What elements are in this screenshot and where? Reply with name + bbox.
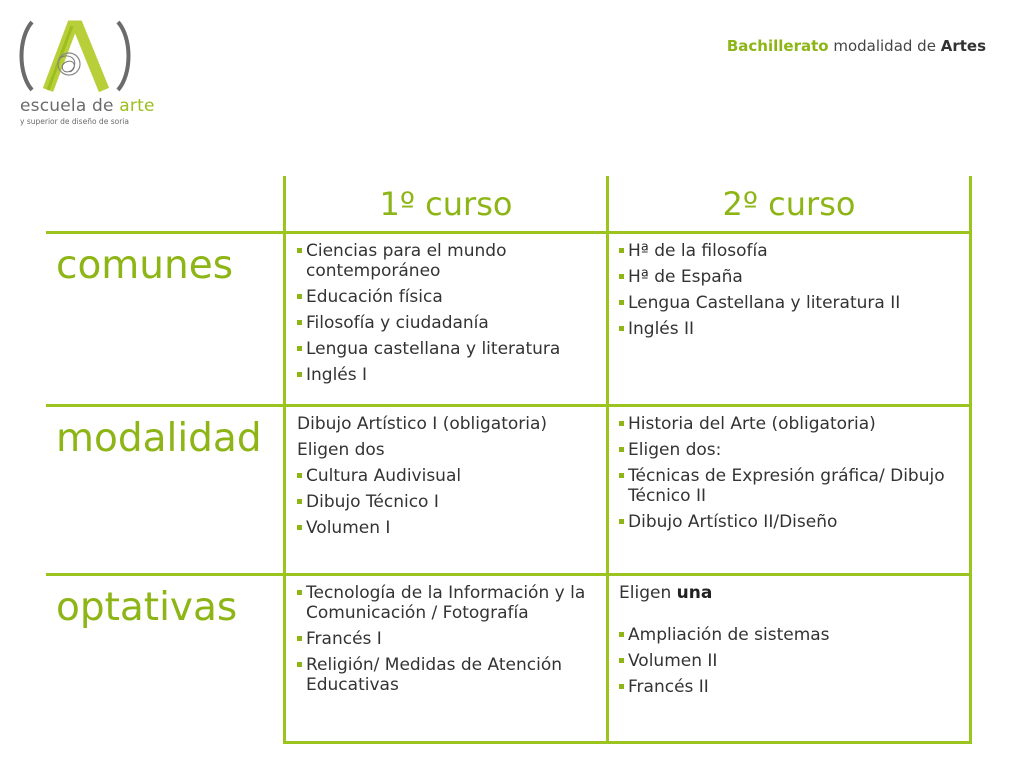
row-label-optativas: optativas <box>56 585 238 630</box>
plain-text: Eligen dos <box>297 440 385 460</box>
list-item: Hª de la filosofía <box>619 241 964 261</box>
list-item: Ciencias para el mundo contemporáneo <box>297 241 600 281</box>
list-item: Volumen I <box>297 518 600 538</box>
page-title: Bachillerato modalidad de Artes <box>726 37 986 55</box>
plain-text: Dibujo Artístico I (obligatoria) <box>297 414 548 434</box>
plain-text: Eligen una <box>619 583 713 603</box>
list-item: Historia del Arte (obligatoria) <box>619 414 949 434</box>
cell-optativas-first-year <box>297 583 600 701</box>
list-item: Dibujo Técnico I <box>297 492 600 512</box>
table-border <box>283 176 286 744</box>
list-item: Lengua castellana y literatura <box>297 339 600 359</box>
list-item: Tecnología de la Información y la Comunicación / Fotografía <box>297 583 600 623</box>
list-item: Religión/ Medidas de Atención Educativas <box>297 655 600 695</box>
list-item: Filosofía y ciudadanía <box>297 313 600 333</box>
list-item: Eligen dos: <box>619 440 949 460</box>
list-item: Inglés I <box>297 365 600 385</box>
table-border <box>46 573 972 576</box>
list-item: Educación física <box>297 287 600 307</box>
table-border <box>969 176 972 744</box>
logo-name: escuela de arte <box>20 96 155 116</box>
column-header-second-year: 2º curso <box>722 185 856 223</box>
cell-comunes-second-year <box>619 241 964 345</box>
list-item: Ampliación de sistemas <box>619 625 964 645</box>
list-item: Francés II <box>619 677 964 697</box>
row-label-comunes: comunes <box>56 243 234 288</box>
list-item: Cultura Audivisual <box>297 466 600 486</box>
list-item: Lengua Castellana y literatura II <box>619 293 964 313</box>
list-item: Dibujo Artístico II/Diseño <box>619 512 949 532</box>
list-item: Técnicas de Expresión gráfica/ Dibujo Técnico II <box>619 466 949 506</box>
logo-subtitle: y superior de diseño de soria <box>20 117 129 126</box>
list-item: Hª de España <box>619 267 964 287</box>
cell-modalidad-first-year <box>297 414 600 544</box>
table-border <box>46 404 972 407</box>
list-item: Francés I <box>297 629 600 649</box>
column-header-first-year: 1º curso <box>379 185 513 223</box>
cell-modalidad-second-year <box>619 414 949 538</box>
cell-comunes-first-year <box>297 241 600 391</box>
table-border <box>606 176 609 744</box>
cell-optativas-second-year <box>619 583 964 703</box>
table-border <box>283 741 972 744</box>
row-label-modalidad: modalidad <box>56 416 262 461</box>
list-item: Inglés II <box>619 319 964 339</box>
list-item: Volumen II <box>619 651 964 671</box>
